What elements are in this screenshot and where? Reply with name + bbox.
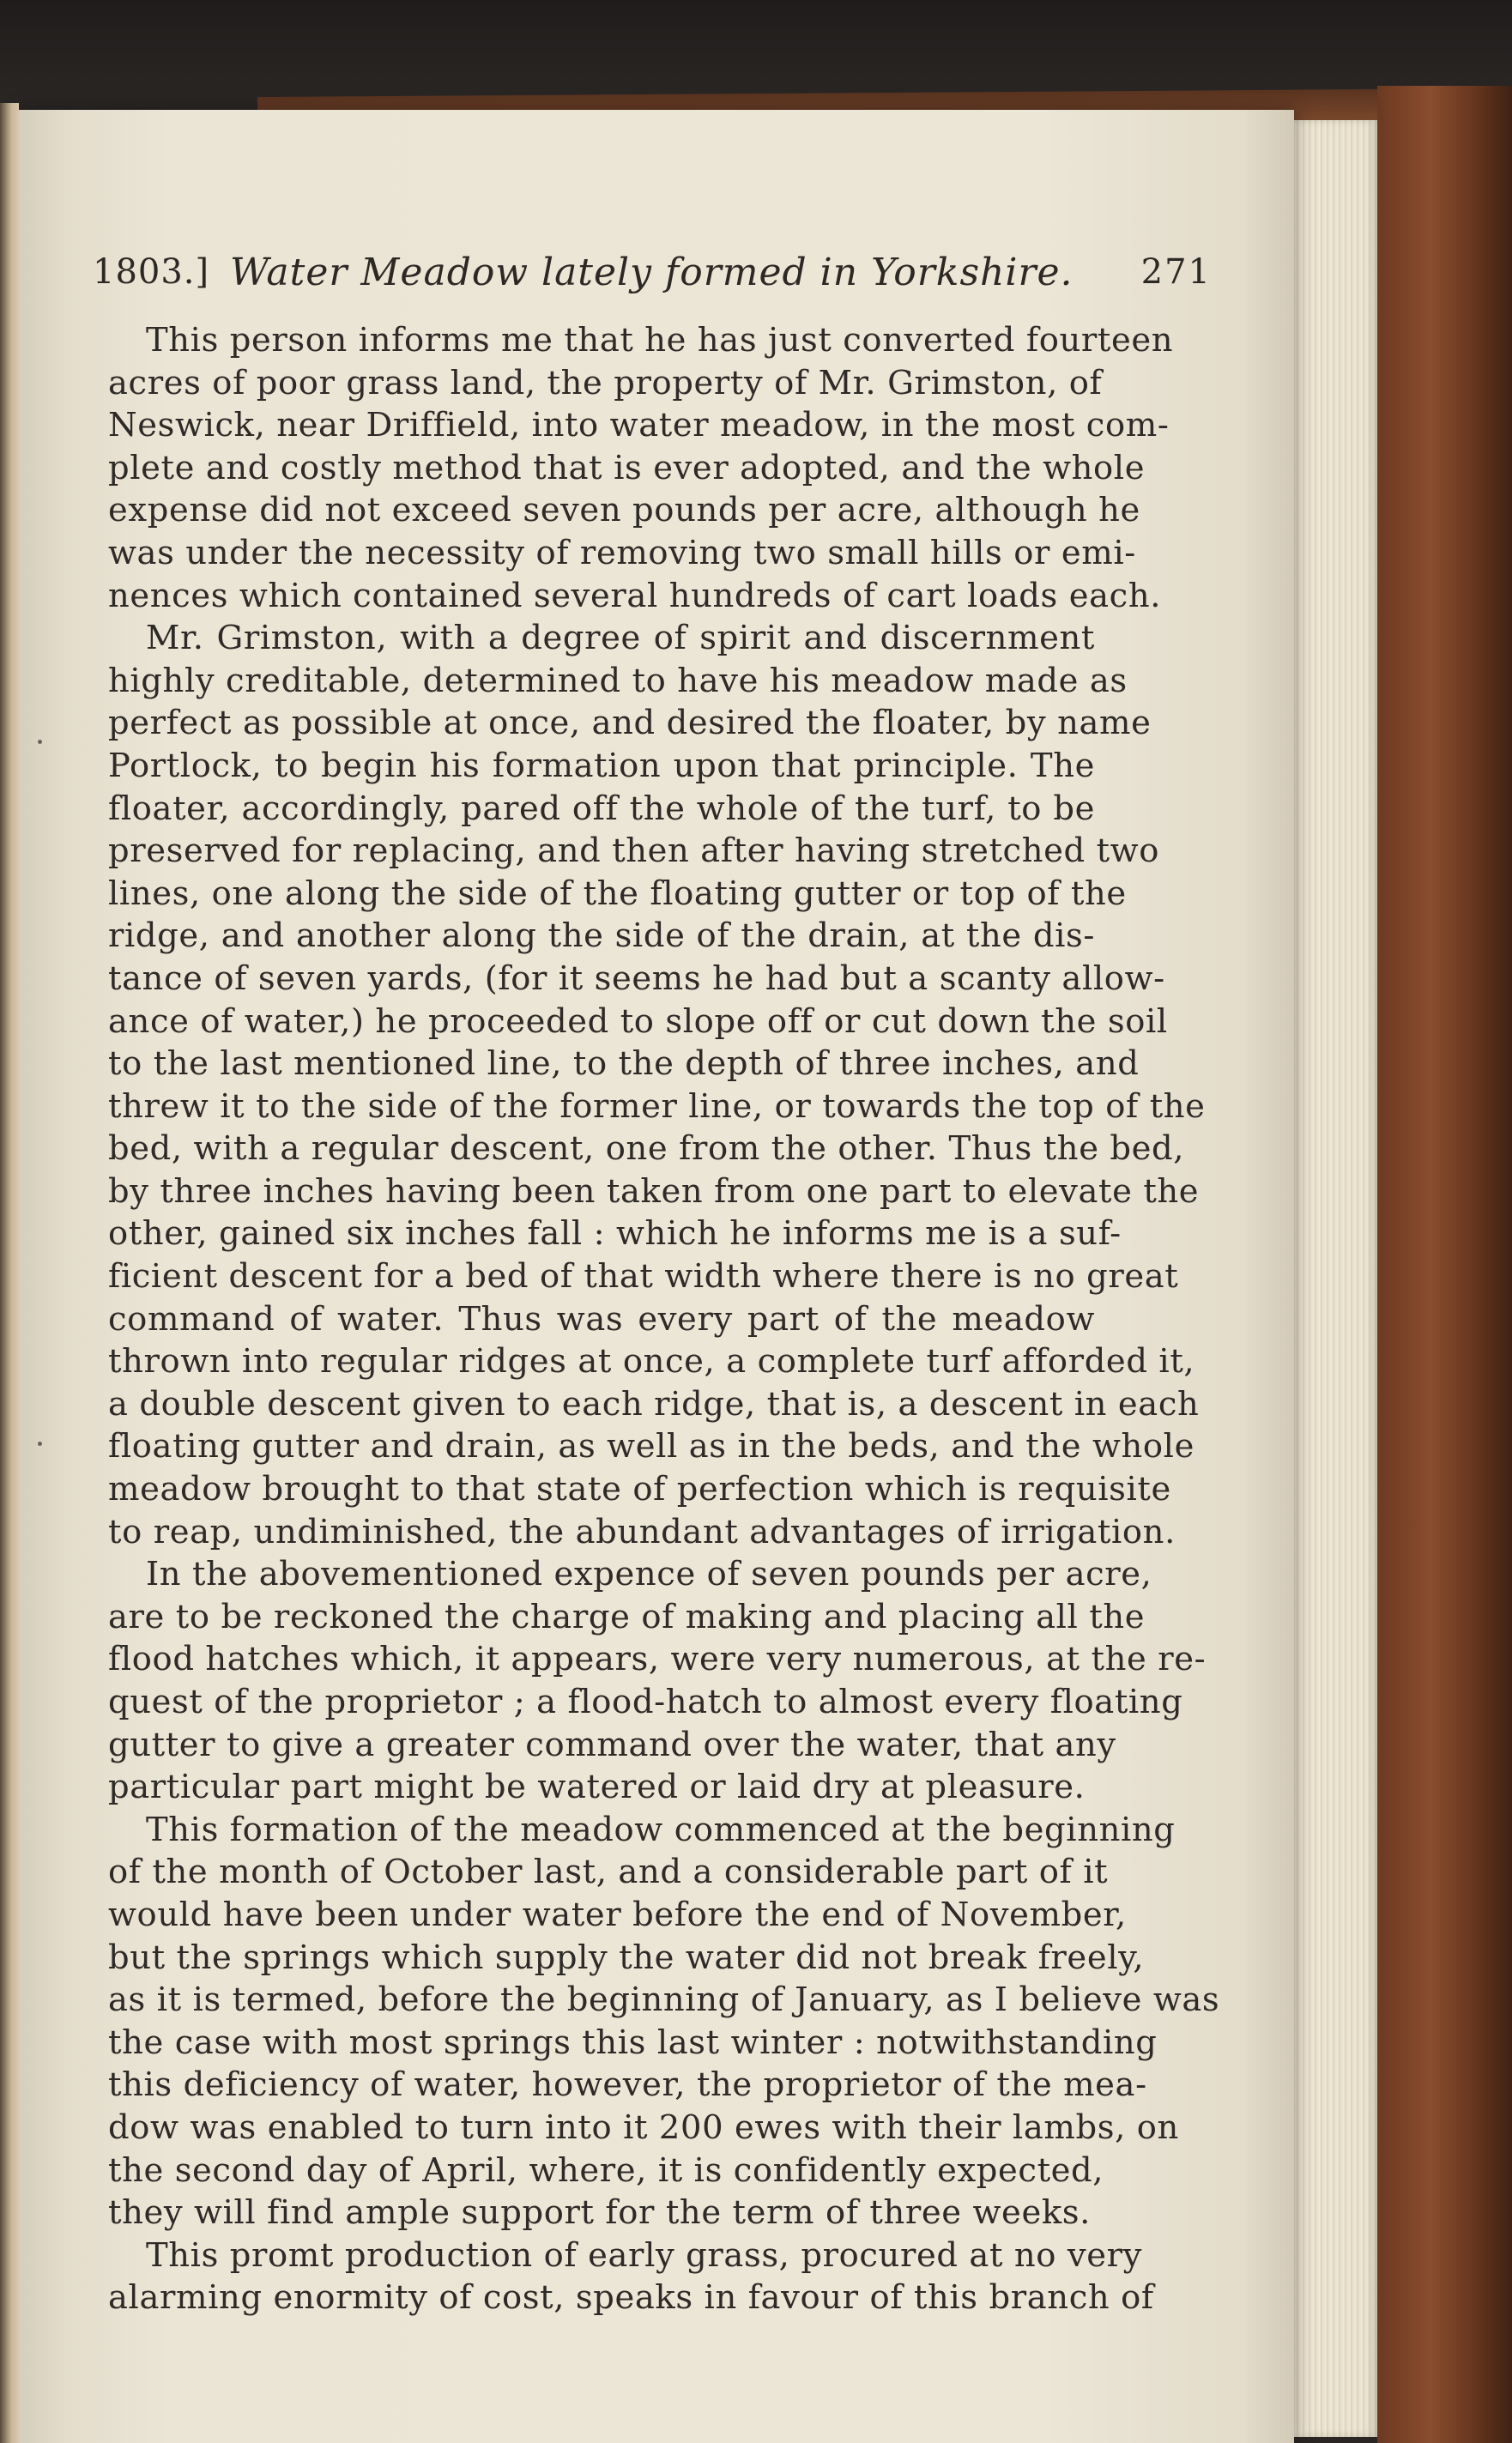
text-line: nences which contained several hundreds of cart loads each. [108,576,1162,615]
text-line: Neswick, near Driffield, into water meadow, in the most com- [108,406,1170,445]
page-stack-edge [1287,120,1377,2437]
text-line: ance of water,) he proceeded to slope off or cut down the soil [108,1001,1168,1041]
text-line: gutter to give a greater command over the water, that any [108,1725,1116,1764]
text-line: acres of poor grass land, the property of Mr. Grimston, of [108,363,1103,402]
text-line: highly creditable, determined to have his meadow made as [108,661,1128,700]
text-line: the case with most springs this last winter : notwithstanding [108,2023,1158,2062]
text-line: preserved for replacing, and then after having stretched two [108,831,1159,871]
text-line: alarming enormity of cost, speaks in favour of this branch of [108,2278,1154,2318]
text-line: ficient descent for a bed of that width where there is no great [108,1257,1179,1297]
text-line: threw it to the side of the former line, or towards the top of the [108,1086,1206,1126]
text-line: dow was enabled to turn into it 200 ewes with their lambs, on [108,2107,1179,2147]
text-line: Mr. Grimston, with a degree of spirit and discernment [146,619,1095,658]
text-line: expense did not exceed seven pounds per acre, although he [108,491,1140,530]
text-line: by three inches having been taken from one part to elevate the [108,1171,1200,1211]
text-line: This formation of the meadow commenced at the beginning [146,1810,1176,1849]
text-line: the second day of April, where, it is confidently expected, [108,2150,1104,2190]
text-line: they will find ample support for the term of three weeks. [108,2193,1091,2233]
text-line: In the abovementioned expence of seven pounds per acre, [146,1555,1152,1594]
margin-mark [38,740,42,744]
text-line: was under the necessity of removing two small hills or emi- [108,533,1136,572]
header-running-title: Water Meadow lately formed in Yorkshire. [230,251,1074,294]
text-line: plete and costly method that is ever adopted, and the whole [108,448,1146,487]
text-line: perfect as possible at once, and desired the floater, by name [108,704,1152,743]
text-line: tance of seven yards, (for it seems he had but a scanty allow- [108,958,1165,998]
paragraph [108,617,1206,1553]
text-line: to reap, undiminished, the abundant advantages of irrigation. [108,1512,1176,1551]
text-line: this deficiency of water, however, the proprietor of the mea- [108,2065,1147,2105]
text-line: thrown into regular ridges at once, a complete turf afforded it, [108,1342,1195,1382]
text-line: meadow brought to that state of perfection which is requisite [108,1470,1171,1509]
header-year: 1803.] [93,252,210,292]
text-line: as it is termed, before the beginning of January, as I believe was [108,1980,1220,2020]
text-line: Portlock, to begin his formation upon that principle. The [108,746,1095,785]
text-line: quest of the proprietor ; a flood-hatch to almost every floating [108,1683,1183,1721]
body-text [108,319,1220,2319]
text-line: a double descent given to each ridge, that is, a descent in each [108,1384,1200,1424]
text-line: of the month of October last, and a considerable part of it [108,1853,1109,1892]
text-line: ridge, and another along the side of the drain, at the dis- [108,916,1095,956]
running-header [93,247,1243,307]
text-line: flood hatches which, it appears, were very numerous, at the re- [108,1640,1207,1679]
text-line: command of water. Thus was every part of the meadow [108,1299,1095,1339]
text-line: bed, with a regular descent, one from the other. Thus the bed, [108,1129,1185,1169]
paragraph [108,2234,1154,2319]
text-line: This person informs me that he has just converted fourteen [146,321,1174,360]
paragraph [108,319,1174,617]
page-number: 271 [1140,252,1212,292]
text-line: floater, accordingly, pared off the whole of the turf, to be [108,789,1095,828]
text-line: lines, one along the side of the floating gutter or top of the [108,874,1127,913]
paragraph [108,1809,1220,2234]
text-line: to the last mentioned line, to the depth of three inches, and [108,1044,1140,1084]
text-line: This promt production of early grass, procured at no very [146,2235,1142,2275]
binding-gutter [0,103,19,2443]
text-line: would have been under water before the end of November, [108,1895,1127,1934]
text-line: other, gained six inches fall : which he informs me is a suf- [108,1214,1122,1254]
book-cover-spine-edge [1377,86,1512,2443]
text-line: particular part might be watered or laid dry at pleasure. [108,1768,1086,1807]
text-line: but the springs which supply the water did not break freely, [108,1938,1145,1977]
text-line: are to be reckoned the charge of making and placing all the [108,1597,1146,1636]
text-line: floating gutter and drain, as well as in the beds, and the whole [108,1427,1194,1466]
margin-mark [38,1442,42,1446]
paragraph [108,1553,1207,1809]
